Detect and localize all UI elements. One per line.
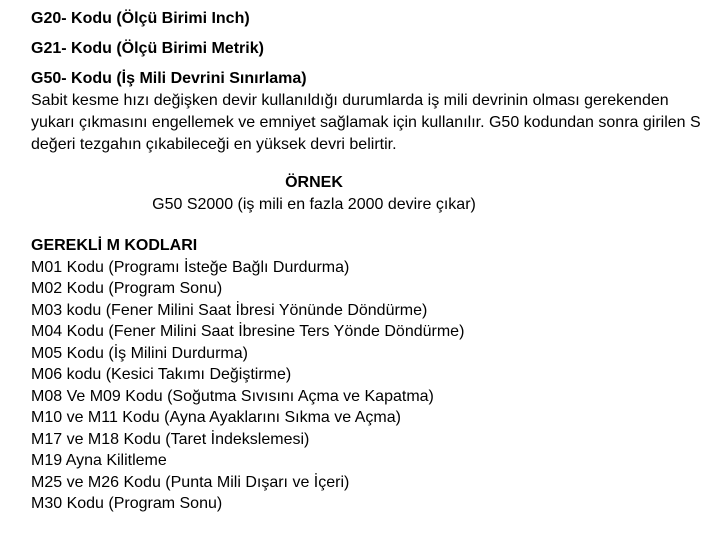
m-code-item: M03 kodu (Fener Milini Saat İbresi Yönünde Döndürme) — [31, 301, 428, 319]
m-code-item: M25 ve M26 Kodu (Punta Mili Dışarı ve İçeri) — [31, 473, 350, 491]
m-code-item: M06 kodu (Kesici Takımı Değiştirme) — [31, 366, 292, 383]
m-code-item: M05 Kodu (İş Milini Durdurma) — [31, 344, 248, 362]
m-code-item: M17 ve M18 Kodu (Taret İndekslemesi) — [31, 430, 310, 448]
example-text: G50 S2000 (iş mili en fazla 2000 devire çıkar) — [152, 196, 476, 213]
heading-g20: G20- Kodu (Ölçü Birimi Inch) — [31, 10, 250, 27]
heading-g21: G21- Kodu (Ölçü Birimi Metrik) — [31, 40, 264, 57]
m-code-item: M10 ve M11 Kodu (Ayna Ayaklarını Sıkma ve Açma) — [31, 409, 401, 426]
m-code-item: M08 Ve M09 Kodu (Soğutma Sıvısını Açma ve Kapatma) — [31, 387, 434, 405]
g50-description: Sabit kesme hızı değişken devir kullanıldığı durumlarda iş mili devrinin olması gerekenden yukarı çıkmasını engellemek ve emniyet sağlamak için kullanılır. G50 kodundan sonra girilen S değeri tezgahın çıkabileceği en yüksek devri belirtir. — [31, 92, 701, 153]
m-code-item: M19 Ayna Kilitleme — [31, 452, 167, 469]
m-code-item: M01 Kodu (Programı İsteğe Bağlı Durdurma) — [31, 258, 350, 276]
example-block — [31, 172, 597, 216]
m-codes-title: GEREKLİ M KODLARI — [31, 237, 198, 254]
example-title: ÖRNEK — [285, 174, 343, 191]
m-codes-list — [31, 257, 701, 515]
m-code-item: M30 Kodu (Program Sonu) — [31, 495, 223, 512]
m-codes-section — [31, 235, 701, 515]
document-body — [31, 8, 701, 515]
m-code-item: M02 Kodu (Program Sonu) — [31, 280, 223, 297]
heading-g50: G50- Kodu (İş Mili Devrini Sınırlama) — [31, 70, 307, 87]
m-code-item: M04 Kodu (Fener Milini Saat İbresine Ters Yönde Döndürme) — [31, 323, 465, 340]
